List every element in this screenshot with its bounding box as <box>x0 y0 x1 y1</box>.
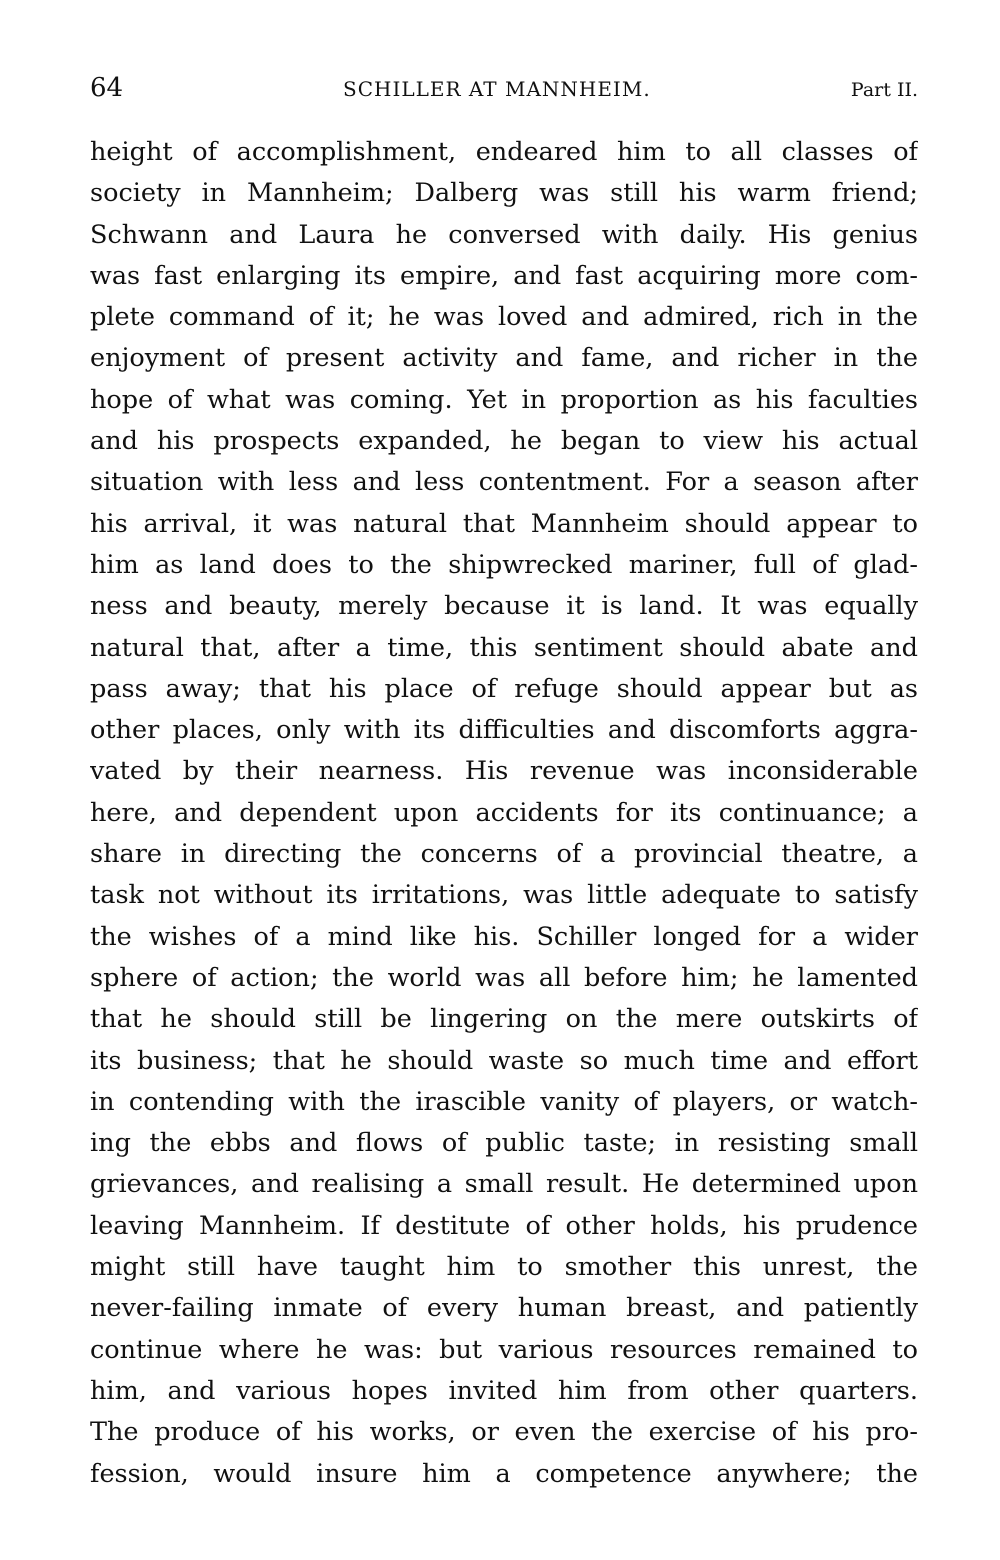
text-line: never-failing inmate of every human breast, and patiently <box>90 1293 918 1324</box>
text-line: was fast enlarging its empire, and fast acquiring more com- <box>90 260 918 291</box>
text-line: grievances, and realising a small result. He determined upon <box>90 1169 918 1200</box>
page-number: 64 <box>90 73 124 103</box>
text-line: its business; that he should waste so much time and effort <box>90 1045 918 1076</box>
text-line: natural that, after a time, this sentiment should abate and <box>90 632 918 663</box>
text-line: ness and beauty, merely because it is land. It was equally <box>90 591 918 622</box>
text-line: might still have taught him to smother this unrest, the <box>90 1252 918 1283</box>
text-line: situation with less and less contentment. For a season after <box>90 467 918 498</box>
running-title: SCHILLER AT MANNHEIM. <box>343 77 651 101</box>
text-line: the wishes of a mind like his. Schiller longed for a wider <box>90 921 918 952</box>
text-line: leaving Mannheim. If destitute of other holds, his prudence <box>90 1210 918 1241</box>
body-text <box>90 132 918 1495</box>
text-line: and his prospects expanded, he began to view his actual <box>90 426 918 457</box>
text-line: fession, would insure him a competence anywhere; the <box>90 1458 918 1489</box>
text-line: his arrival, it was natural that Mannheim should appear to <box>90 508 918 539</box>
text-line: ing the ebbs and flows of public taste; in resisting small <box>90 1128 918 1159</box>
running-head <box>90 70 918 106</box>
text-line: Schwann and Laura he conversed with daily. His genius <box>90 219 918 250</box>
text-line: hope of what was coming. Yet in proportion as his faculties <box>90 384 918 415</box>
text-line: enjoyment of present activity and fame, and richer in the <box>90 343 918 374</box>
text-line: The produce of his works, or even the exercise of his pro- <box>90 1417 918 1448</box>
text-line: society in Mannheim; Dalberg was still his warm friend; <box>90 178 918 209</box>
text-line: vated by their nearness. His revenue was inconsiderable <box>90 756 918 787</box>
text-line: share in directing the concerns of a provincial theatre, a <box>90 839 918 870</box>
text-line: here, and dependent upon accidents for its continuance; a <box>90 797 918 828</box>
text-line: height of accomplishment, endeared him to all classes of <box>90 137 918 167</box>
text-line: sphere of action; the world was all before him; he lamented <box>90 962 918 993</box>
text-line: plete command of it; he was loved and admired, rich in the <box>90 302 918 333</box>
text-line: that he should still be lingering on the mere outskirts of <box>90 1004 918 1035</box>
text-line: him, and various hopes invited him from other quarters. <box>90 1375 918 1406</box>
text-line: in contending with the irascible vanity of players, or watch- <box>90 1086 918 1117</box>
part-label: Part II. <box>850 79 918 101</box>
text-line: continue where he was: but various resources remained to <box>90 1334 918 1365</box>
text-line: task not without its irritations, was little adequate to satisfy <box>90 880 918 911</box>
text-line: other places, only with its difficulties and discomforts aggra- <box>90 715 918 746</box>
text-line: pass away; that his place of refuge should appear but as <box>90 673 918 704</box>
text-line: him as land does to the shipwrecked mariner, full of glad- <box>90 549 918 580</box>
